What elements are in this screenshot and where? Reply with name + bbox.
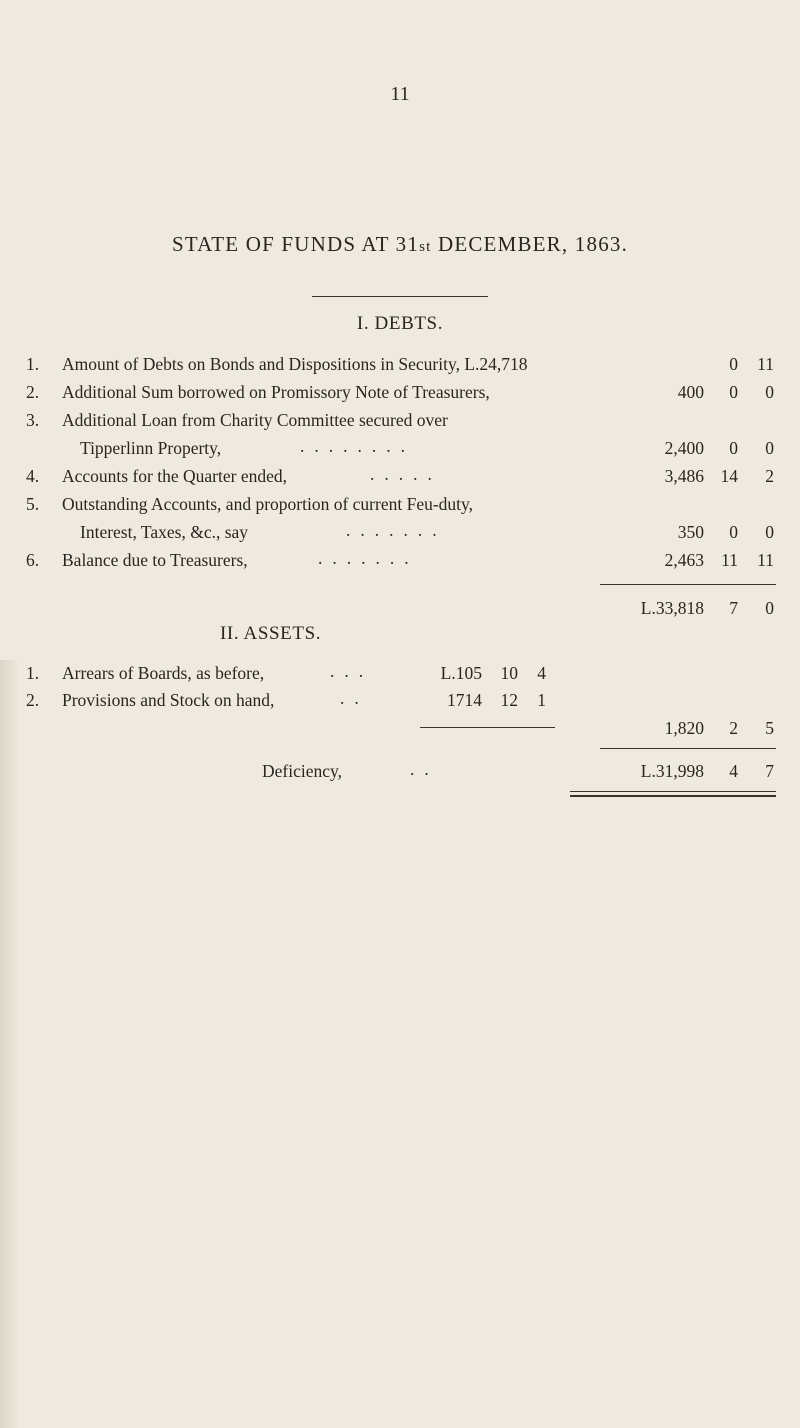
debt-number-5: 5.	[26, 494, 40, 514]
assets-total-pounds: 1,820	[664, 718, 704, 738]
sum-rule	[600, 584, 776, 585]
debt-shillings-4: 14	[720, 466, 738, 486]
deficiency-shillings: 4	[729, 761, 738, 781]
asset-pounds-1: L.105	[440, 663, 482, 683]
leader-dots: ...	[330, 661, 374, 681]
asset-pence-2: 1	[537, 690, 546, 710]
debt-pounds-6: 2,463	[664, 550, 704, 570]
debt-pounds-2: 400	[677, 382, 704, 402]
debt-text-3: Additional Loan from Charity Committee secured over	[62, 410, 448, 430]
assets-heading: II. ASSETS.	[220, 623, 322, 644]
deficiency-pence: 7	[765, 761, 774, 781]
debts-heading: I. DEBTS.	[356, 313, 444, 334]
debt-pence-1: 11	[757, 354, 774, 374]
debts-total-shillings: 7	[729, 598, 738, 618]
debt-shillings-6: 11	[721, 550, 738, 570]
debts-total-pence: 0	[765, 598, 774, 618]
leader-dots: .....	[370, 464, 442, 484]
debt-pounds-3: 2,400	[664, 438, 704, 458]
deficiency-label: Deficiency,	[262, 761, 342, 781]
page-edge-shadow	[0, 660, 20, 1428]
asset-pounds-2: 1714	[447, 690, 482, 710]
title-divider	[312, 296, 488, 297]
debt-pence-4: 2	[765, 466, 774, 486]
deficiency-pounds: L.31,998	[640, 761, 704, 781]
asset-text-1: Arrears of Boards, as before,	[62, 663, 265, 683]
final-double-rule-bottom	[570, 795, 776, 797]
debt-text-6: Balance due to Treasurers,	[62, 550, 248, 570]
page-title: STATE OF FUNDS AT 31st DECEMBER, 1863.	[171, 232, 629, 256]
asset-shillings-1: 10	[500, 663, 518, 683]
assets-total-pence: 5	[765, 718, 774, 738]
debt-number-1: 1.	[26, 354, 40, 374]
debt-number-4: 4.	[26, 466, 40, 486]
page-number: 11	[390, 83, 410, 105]
debt-shillings-1: 0	[729, 354, 738, 374]
debt-text-5: Outstanding Accounts, and proportion of current Feu-duty,	[62, 494, 474, 514]
debt-text-4: Accounts for the Quarter ended,	[62, 466, 287, 486]
debt-pence-5: 0	[765, 522, 774, 542]
leader-dots: .......	[318, 548, 419, 568]
sum-rule	[600, 748, 776, 749]
debt-pounds-4: 3,486	[664, 466, 704, 486]
debt-pence-6: 11	[757, 550, 774, 570]
assets-total-shillings: 2	[729, 718, 738, 738]
debt-pence-3: 0	[765, 438, 774, 458]
debt-pence-2: 0	[765, 382, 774, 402]
debt-number-6: 6.	[26, 550, 40, 570]
leader-dots: .......	[346, 520, 447, 540]
leader-dots: ........	[300, 436, 415, 456]
debt-text-1: Amount of Debts on Bonds and Dispositions in Security, L.24,718	[62, 354, 528, 374]
debt-text-3-continued: Tipperlinn Property,	[80, 438, 222, 458]
asset-number-2: 2.	[26, 690, 40, 710]
final-double-rule-top	[570, 791, 776, 792]
debt-number-2: 2.	[26, 382, 40, 402]
debt-shillings-5: 0	[729, 522, 738, 542]
asset-shillings-2: 12	[500, 690, 518, 710]
debt-text-2: Additional Sum borrowed on Promissory Note of Treasurers,	[62, 382, 490, 402]
debt-shillings-2: 0	[729, 382, 738, 402]
asset-pence-1: 4	[537, 663, 546, 683]
debt-shillings-3: 0	[729, 438, 738, 458]
leader-dots: ..	[340, 688, 369, 708]
debt-text-5-continued: Interest, Taxes, &c., say	[80, 522, 249, 542]
asset-number-1: 1.	[26, 663, 40, 683]
debt-pounds-5: 350	[677, 522, 704, 542]
debts-total-pounds: L.33,818	[640, 598, 704, 618]
debt-number-3: 3.	[26, 410, 40, 430]
leader-dots: ..	[410, 759, 439, 779]
asset-text-2: Provisions and Stock on hand,	[62, 690, 275, 710]
assets-sum-rule	[420, 727, 555, 728]
